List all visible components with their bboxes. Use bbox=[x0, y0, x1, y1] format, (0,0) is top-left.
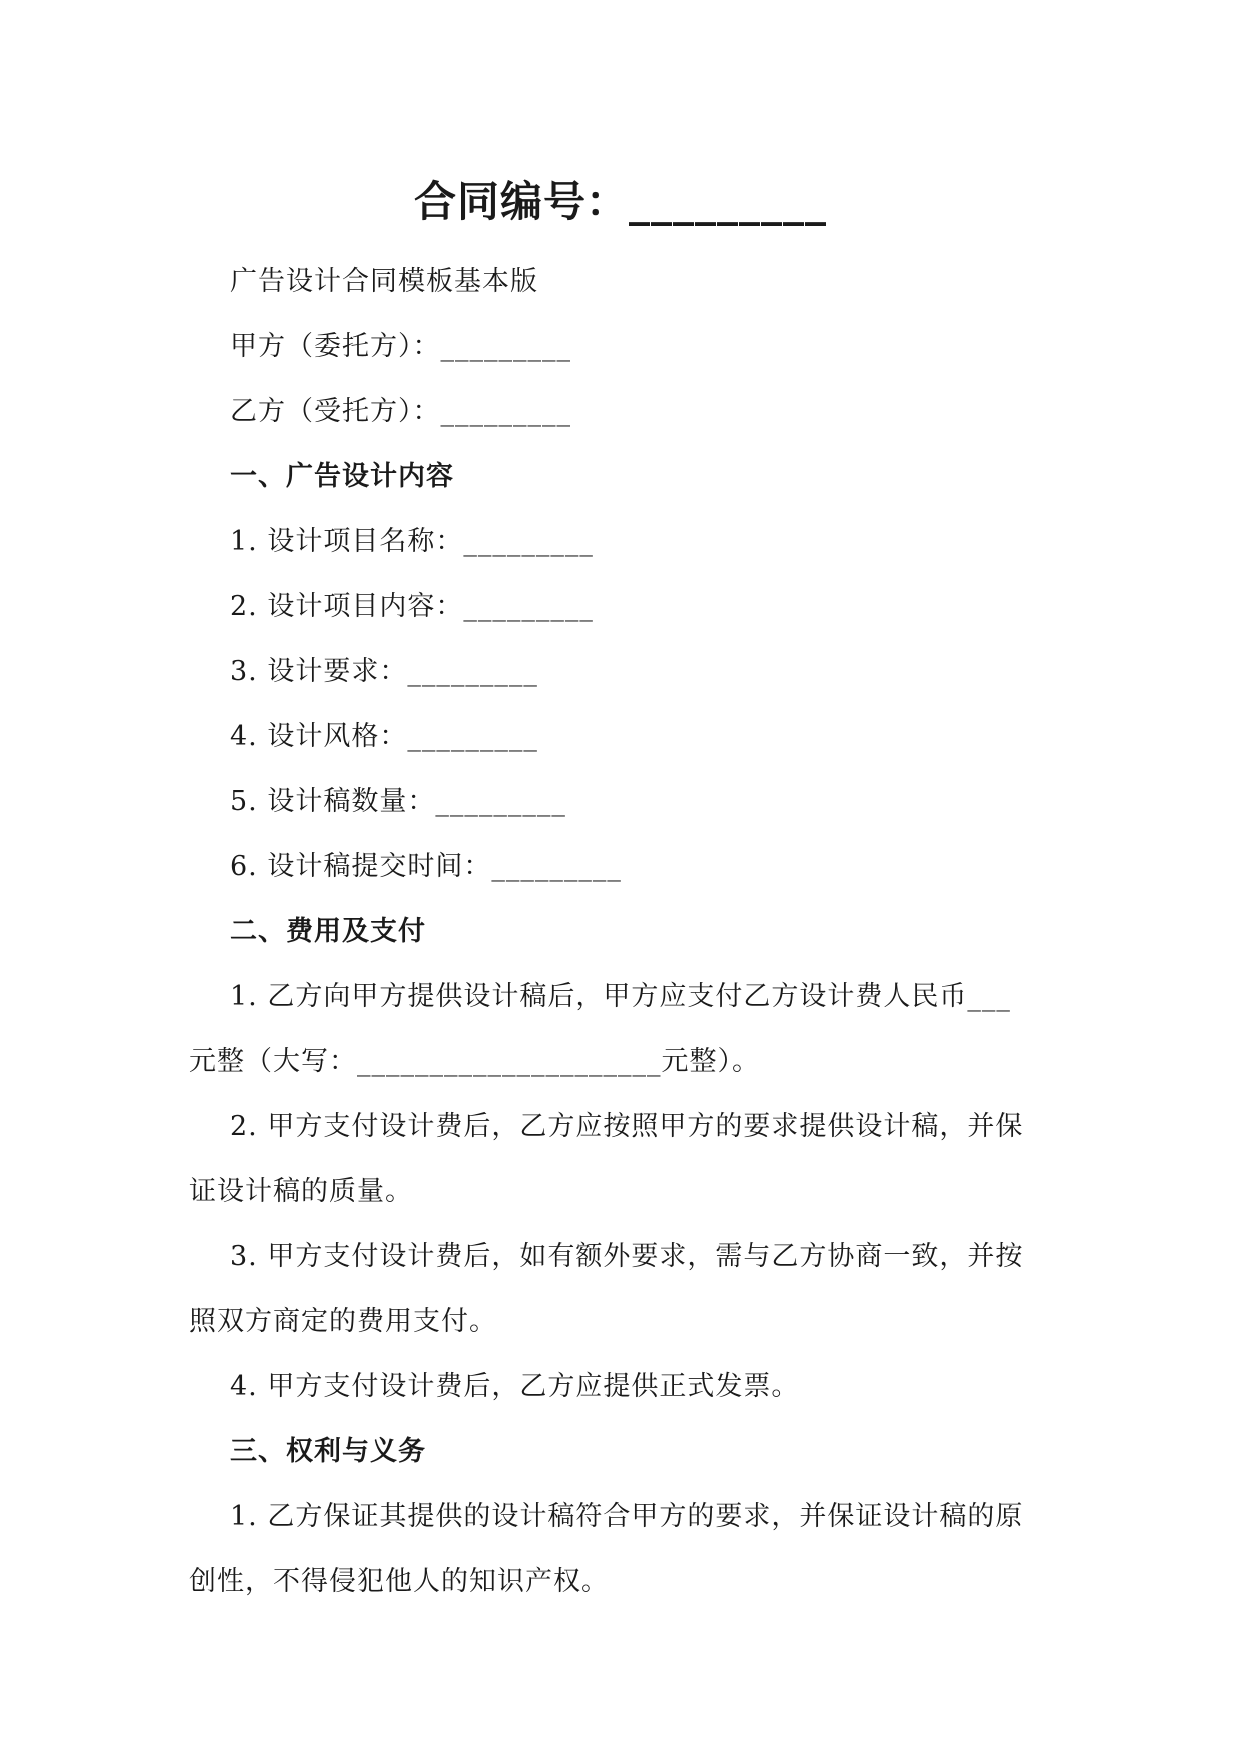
section-line: 元整（大写：_____________________元整）。 bbox=[189, 1046, 760, 1077]
section-line: 2. 甲方支付设计费后，乙方应按照甲方的要求提供设计稿，并保 bbox=[230, 1111, 1024, 1142]
section-line: 3. 设计要求：_________ bbox=[230, 656, 538, 687]
document-subtitle: 广告设计合同模板基本版 bbox=[230, 266, 538, 297]
section-line: 3. 甲方支付设计费后，如有额外要求，需与乙方协商一致，并按 bbox=[230, 1241, 1024, 1272]
section-line: 4. 甲方支付设计费后，乙方应提供正式发票。 bbox=[230, 1371, 800, 1402]
section-line: 照双方商定的费用支付。 bbox=[189, 1306, 497, 1337]
section-line: 6. 设计稿提交时间：_________ bbox=[230, 851, 622, 882]
section-line: 1. 设计项目名称：_________ bbox=[230, 526, 594, 557]
section-heading: 一、广告设计内容 bbox=[230, 461, 454, 492]
section-line: 创性，不得侵犯他人的知识产权。 bbox=[189, 1566, 609, 1597]
section-line: 4. 设计风格：_________ bbox=[230, 721, 538, 752]
section-heading: 二、费用及支付 bbox=[230, 916, 426, 947]
section-line: 2. 设计项目内容：_________ bbox=[230, 591, 594, 622]
section-line: 证设计稿的质量。 bbox=[189, 1176, 413, 1207]
section-line: 1. 乙方保证其提供的设计稿符合甲方的要求，并保证设计稿的原 bbox=[230, 1501, 1024, 1532]
section-heading: 三、权利与义务 bbox=[230, 1436, 426, 1467]
party-a-line: 甲方（委托方）：_________ bbox=[230, 331, 571, 362]
section-line: 1. 乙方向甲方提供设计稿后，甲方应支付乙方设计费人民币___ bbox=[230, 981, 1011, 1012]
contract-number-title: 合同编号：_________ bbox=[413, 177, 827, 226]
section-line: 5. 设计稿数量：_________ bbox=[230, 786, 566, 817]
party-b-line: 乙方（受托方）：_________ bbox=[230, 396, 571, 427]
